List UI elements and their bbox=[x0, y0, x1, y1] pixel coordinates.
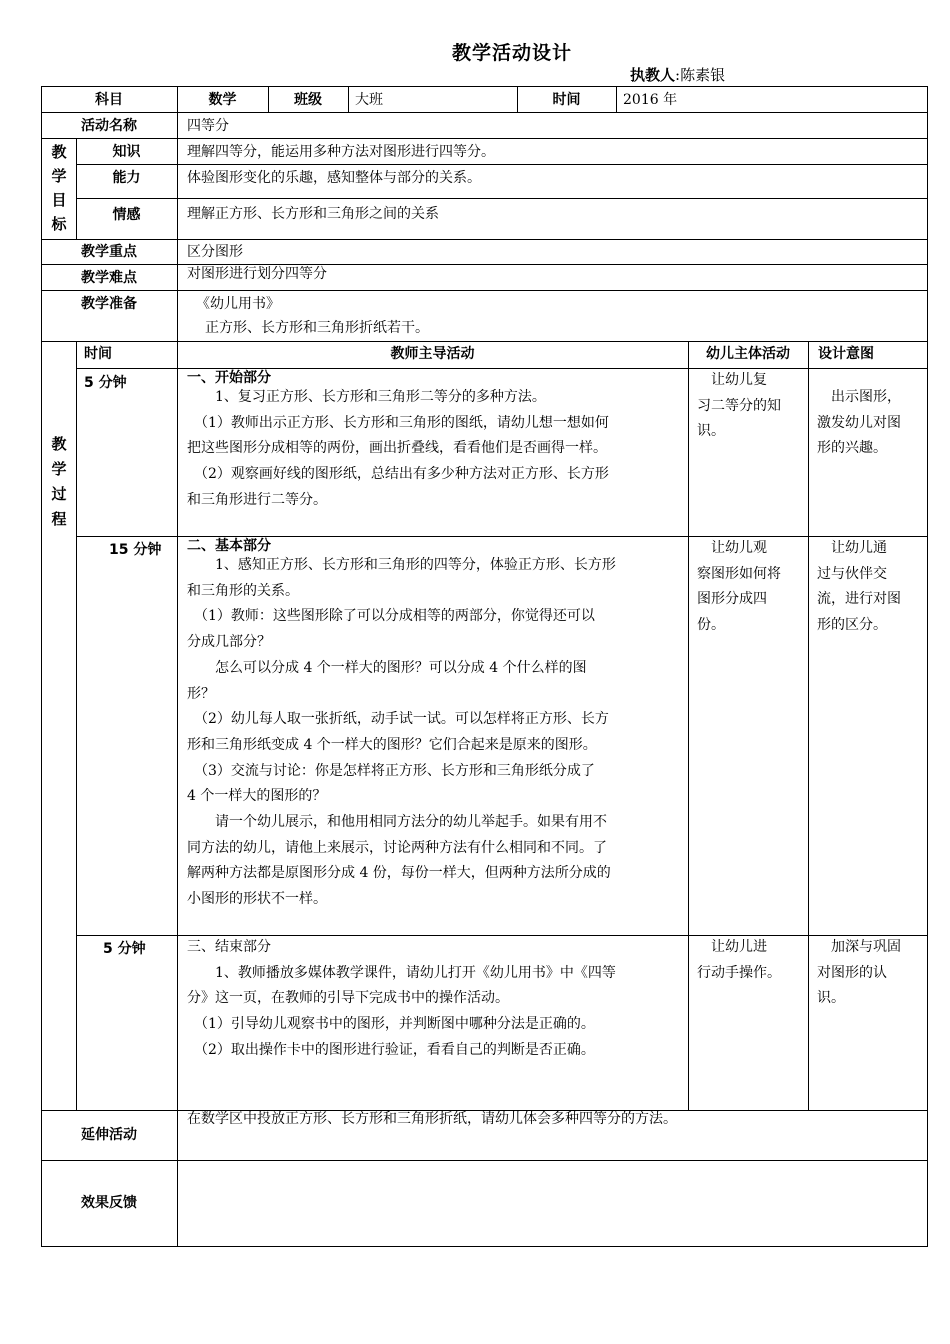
child-line: 行动手操作。 bbox=[697, 964, 781, 981]
section-line: 请一个幼儿展示，和他用相同方法分的幼儿举起手。如果有用不 bbox=[187, 814, 607, 831]
teacher-name: :陈素银 bbox=[675, 66, 726, 84]
child-line: 识。 bbox=[697, 423, 725, 440]
activity-name-value: 四等分 bbox=[187, 118, 229, 134]
section-line: 分成几部分？ bbox=[187, 634, 271, 651]
section-line: （1）教师：这些图形除了可以分成相等的两部分，你觉得还可以 bbox=[187, 608, 595, 625]
preparation-line: 《幼儿用书》 bbox=[196, 296, 280, 312]
key-point-value: 区分图形 bbox=[187, 244, 243, 260]
extension-label: 延伸活动 bbox=[81, 1127, 137, 1143]
section-time: 15 分钟 bbox=[109, 542, 162, 558]
time-value: 2016 年 bbox=[623, 92, 678, 108]
col-child-header: 幼儿主体活动 bbox=[706, 346, 790, 362]
section-line: （3）交流与讨论：你是怎样将正方形、长方形和三角形纸分成了 bbox=[187, 762, 595, 779]
child-line: 份。 bbox=[697, 617, 725, 634]
col-teacher-header: 教师主导活动 bbox=[390, 346, 475, 362]
section-line: 和三角形的关系。 bbox=[187, 582, 299, 599]
teacher-label: 执教人 bbox=[630, 66, 676, 84]
intent-line: 出示图形， bbox=[817, 389, 901, 405]
section-child-text bbox=[697, 935, 805, 986]
section-teacher-text bbox=[187, 935, 687, 1064]
emotion-label: 情感 bbox=[112, 207, 141, 223]
intent-line: 激发幼儿对图 bbox=[817, 414, 901, 431]
subject-label: 科目 bbox=[95, 92, 123, 108]
section-teacher-text bbox=[187, 366, 687, 514]
goals-char: 标 bbox=[51, 215, 67, 233]
preparation-line: 正方形、长方形和三角形折纸若干。 bbox=[205, 320, 429, 336]
section-line: 1、教师播放多媒体教学课件，请幼儿打开《幼儿用书》中《四等 bbox=[187, 964, 616, 981]
intent-line: 加深与巩固 bbox=[817, 939, 901, 955]
intent-line: 流，进行对图 bbox=[817, 591, 901, 608]
section-line: 分》这一页，在教师的引导下完成书中的操作活动。 bbox=[187, 990, 509, 1007]
section-time: 5 分钟 bbox=[103, 941, 146, 957]
goals-char: 目 bbox=[51, 191, 67, 209]
section-line: （1）引导幼儿观察书中的图形，并判断图中哪种分法是正确的。 bbox=[187, 1016, 595, 1033]
section-line: （1）教师出示正方形、长方形和三角形的图纸，请幼儿想一想如何 bbox=[187, 414, 609, 431]
section-line: 4 个一样大的图形的？ bbox=[187, 788, 327, 805]
section-teacher-text bbox=[187, 534, 687, 913]
intent-line: 对图形的认 bbox=[817, 964, 887, 981]
subject-value: 数学 bbox=[208, 92, 237, 108]
class-value: 大班 bbox=[355, 92, 383, 108]
child-line: 习二等分的知 bbox=[697, 397, 781, 414]
ability-label: 能力 bbox=[112, 170, 141, 186]
child-line: 察图形如何将 bbox=[697, 565, 781, 582]
feedback-label: 效果反馈 bbox=[81, 1195, 137, 1211]
section-heading: 三、结束部分 bbox=[187, 939, 271, 955]
child-line: 让幼儿复 bbox=[697, 372, 767, 388]
goals-char: 学 bbox=[51, 167, 67, 185]
intent-line: 形的兴趣。 bbox=[817, 440, 887, 457]
time-label: 时间 bbox=[552, 92, 581, 108]
class-label: 班级 bbox=[294, 92, 322, 108]
difficulty-label: 教学难点 bbox=[81, 270, 137, 286]
section-line: 怎么可以分成 4 个一样大的图形？可以分成 4 个什么样的图 bbox=[187, 659, 587, 676]
ability-value: 体验图形变化的乐趣，感知整体与部分的关系。 bbox=[187, 170, 481, 186]
section-time: 5 分钟 bbox=[84, 375, 127, 391]
intent-line: 形的区分。 bbox=[817, 617, 887, 634]
preparation-label: 教学准备 bbox=[81, 296, 137, 312]
document-title: 教学活动设计 bbox=[451, 42, 572, 64]
col-time-header: 时间 bbox=[84, 346, 112, 362]
activity-name-label: 活动名称 bbox=[81, 118, 137, 134]
section-line: 同方法的幼儿，请他上来展示，讨论两种方法有什么相同和不同。了 bbox=[187, 839, 607, 856]
process-char: 学 bbox=[51, 460, 67, 478]
teacher-line bbox=[630, 64, 725, 85]
col-intent-header: 设计意图 bbox=[818, 346, 874, 362]
section-line: 把这些图形分成相等的两份，画出折叠线，看看他们是否画得一样。 bbox=[187, 440, 607, 457]
knowledge-label: 知识 bbox=[112, 144, 141, 160]
section-line: 解两种方法都是原图形分成 4 份，每份一样大，但两种方法所分成的 bbox=[187, 865, 611, 882]
section-child-text bbox=[697, 368, 805, 445]
section-line: 形和三角形纸变成 4 个一样大的图形？它们合起来是原来的图形。 bbox=[187, 736, 597, 753]
emotion-value: 理解正方形、长方形和三角形之间的关系 bbox=[187, 206, 439, 222]
section-child-text bbox=[697, 536, 805, 639]
knowledge-value: 理解四等分，能运用多种方法对图形进行四等分。 bbox=[187, 144, 495, 160]
key-point-label: 教学重点 bbox=[81, 244, 137, 260]
section-heading: 一、开始部分 bbox=[187, 370, 271, 386]
section-line: 1、复习正方形、长方形和三角形二等分的多种方法。 bbox=[187, 389, 546, 405]
section-line: 1、感知正方形、长方形和三角形的四等分，体验正方形、长方形 bbox=[187, 557, 616, 573]
section-intent-text bbox=[817, 536, 925, 639]
child-line: 让幼儿观 bbox=[697, 540, 767, 556]
difficulty-value: 对图形进行划分四等分 bbox=[187, 266, 327, 282]
section-line: 小图形的形状不一样。 bbox=[187, 891, 327, 908]
section-line: （2）取出操作卡中的图形进行验证，看看自己的判断是否正确。 bbox=[187, 1041, 595, 1058]
child-line: 图形分成四 bbox=[697, 591, 767, 608]
goals-char: 教 bbox=[51, 143, 67, 161]
process-char: 过 bbox=[51, 485, 67, 503]
section-intent-text bbox=[817, 935, 925, 1012]
section-line: （2）幼儿每人取一张折纸，动手试一试。可以怎样将正方形、长方 bbox=[187, 711, 609, 728]
process-char: 程 bbox=[51, 510, 67, 528]
process-char: 教 bbox=[51, 435, 67, 453]
child-line: 让幼儿进 bbox=[697, 939, 767, 955]
intent-line: 识。 bbox=[817, 990, 845, 1007]
intent-line: 让幼儿通 bbox=[817, 540, 887, 556]
section-intent-text bbox=[817, 385, 925, 462]
section-line: 和三角形进行二等分。 bbox=[187, 491, 327, 508]
extension-value: 在数学区中投放正方形、长方形和三角形折纸，请幼儿体会多种四等分的方法。 bbox=[187, 1111, 677, 1127]
intent-line: 过与伙伴交 bbox=[817, 565, 887, 582]
section-line: （2）观察画好线的图形纸，总结出有多少种方法对正方形、长方形 bbox=[187, 466, 609, 483]
section-heading: 二、基本部分 bbox=[187, 538, 271, 554]
section-line: 形？ bbox=[187, 685, 215, 702]
